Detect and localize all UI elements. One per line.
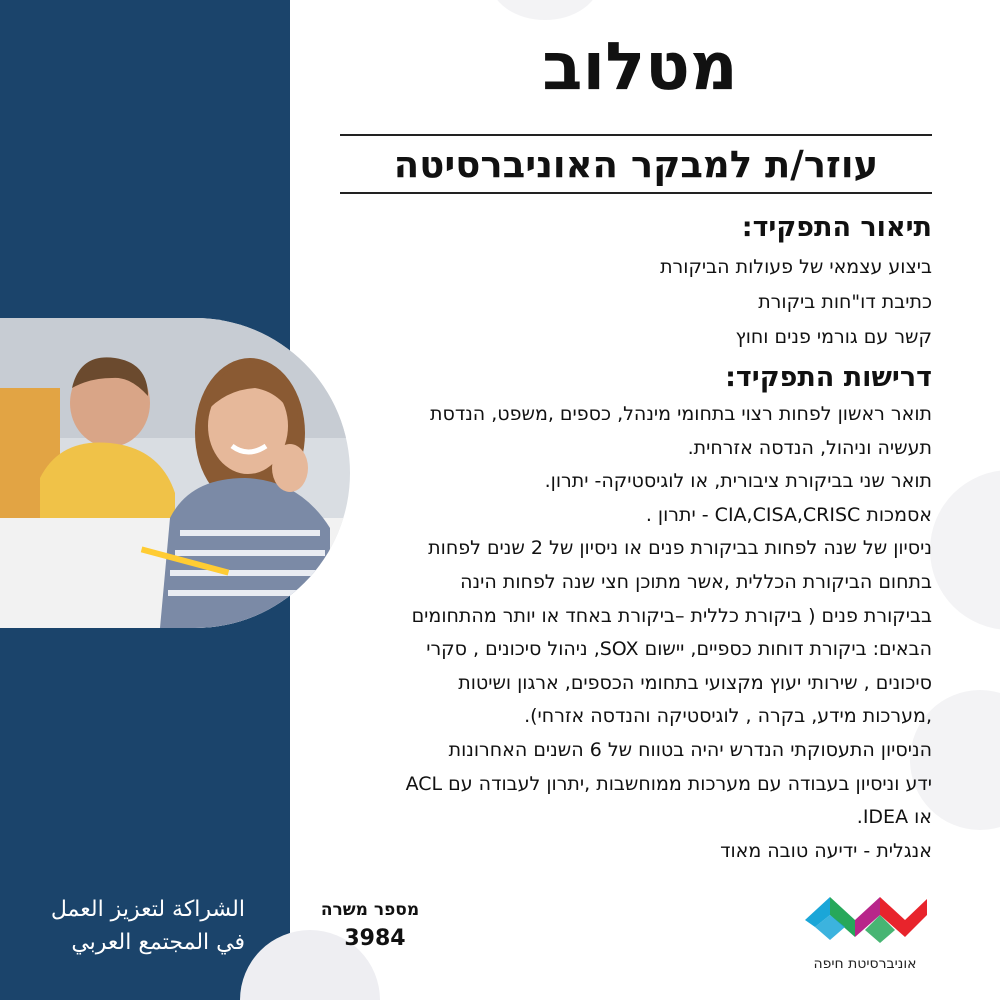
requirement-line: ניסיון של שנה לפחות בביקורת פנים או ניסיון של 2 שנים לפחות (428, 537, 932, 560)
requirement-line: תעשיה וניהול, הנדסה אזרחית. (687, 436, 932, 459)
requirement-line: הבאים: ביקורת דוחות כספיים, יישום SOX, ניהול סיכונים , סקרי (426, 638, 932, 661)
requirements-heading: דרישות התפקיד: (725, 362, 932, 393)
job-number: 3984 (344, 926, 406, 951)
requirement-line: ,מערכות מידע, בקרה , לוגיסטיקה והנדסה אזרחי). (524, 705, 932, 728)
partnership-line: في المجتمع العربي (71, 930, 245, 955)
decorative-circle (490, 0, 600, 20)
divider-line (340, 192, 932, 194)
partnership-text (20, 893, 245, 959)
job-number-label: מספר משרה (320, 900, 420, 920)
description-heading: תיאור התפקיד: (741, 212, 932, 243)
requirement-line: אסמכות CIA,CISA,CRISC - יתרון . (645, 503, 932, 526)
requirement-line: תואר ראשון לפחות רצוי בתחומי מינהל, כספים ,משפט, הנדסת (430, 403, 932, 425)
requirement-line: או IDEA. (856, 806, 932, 829)
requirements-list (312, 398, 932, 868)
requirement-line: בביקורת פנים ( ביקורת כללית –ביקורת באחד או יותר מהתחומים (411, 604, 932, 627)
requirement-line: הניסיון התעסוקתי הנדרש יהיה בטווח של 6 השנים האחרונות (448, 738, 932, 761)
requirement-line: תואר שני בביקורת ציבורית, או לוגיסטיקה- יתרון. (544, 470, 932, 493)
description-line: ביצוע עצמאי של פעולות הביקורת (660, 256, 932, 278)
description-line: כתיבת דו"חות ביקורת (758, 291, 932, 313)
requirement-line: אנגלית - ידיעה טובה מאוד (720, 839, 932, 862)
description-line: קשר עם גורמי פנים וחוץ (735, 326, 932, 348)
requirement-line: בתחום הביקורת הכללית ,אשר מתוכן חצי שנה לפחות הינה (460, 570, 932, 593)
university-name: אוניברסיטת חיפה (813, 956, 917, 972)
students-photo (0, 318, 350, 628)
partnership-line: الشراكة لتعزيز العمل (50, 897, 245, 922)
headline-wanted: מטלוב (542, 28, 738, 105)
requirement-line: סיכונים , שירותי יעוץ מקצועי בתחומי הכספים, ארגון ושיטות (458, 671, 932, 694)
divider-line (340, 134, 932, 136)
requirement-line: ידע וניסיון בעבודה עם מערכות ממוחשבות ,יתרון לעבודה עם ACL (405, 772, 932, 795)
job-title: עוזר/ת למבקר האוניברסיטה (393, 143, 879, 186)
decorative-circle (930, 470, 1000, 630)
description-list (660, 250, 932, 355)
university-logo-icon (805, 885, 930, 955)
